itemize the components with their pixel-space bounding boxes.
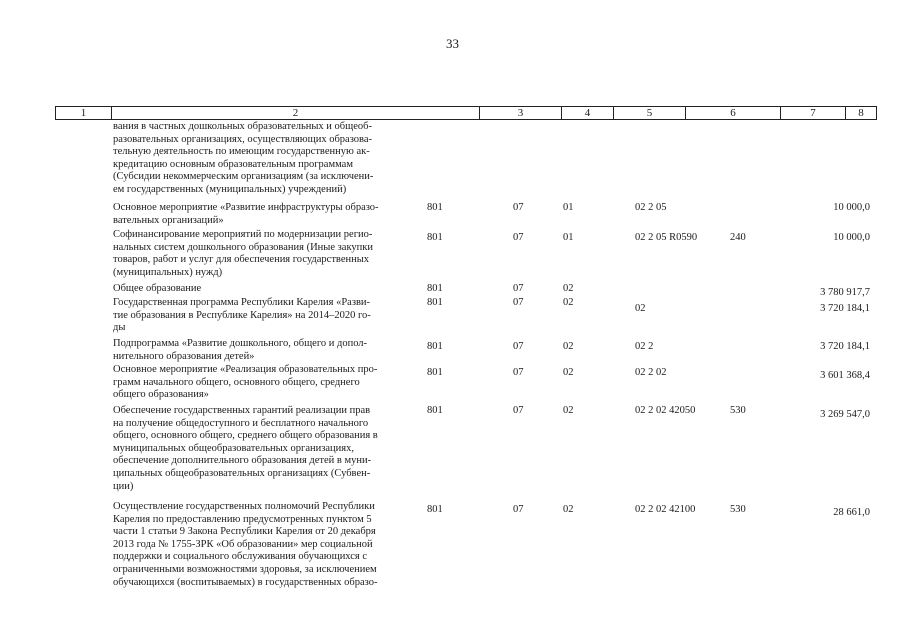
expense-type-code: 530	[730, 405, 746, 416]
subsection-code: 02	[563, 283, 574, 294]
ministry-code: 801	[427, 297, 443, 308]
amount-value: 10 000,0	[833, 202, 870, 213]
description-line: Основное мероприятие «Развитие инфраструктуры образо-	[113, 202, 379, 213]
section-code: 07	[513, 341, 524, 352]
expense-type-code: 530	[730, 504, 746, 515]
description-line: Подпрограмма «Развитие дошкольного, общего и допол-	[113, 338, 368, 349]
expense-type-code: 240	[730, 232, 746, 243]
description-line: нальных систем дошкольного образования (Иные закупки	[113, 241, 373, 253]
description-line: (муниципальных) нужд)	[113, 266, 223, 278]
subsection-code: 02	[563, 504, 574, 515]
description-line: общего образования»	[113, 389, 209, 401]
subsection-code: 01	[563, 232, 574, 243]
description-line: разовательных организациях, осуществляющих образова-	[113, 133, 373, 145]
target-item-code: 02 2 02	[635, 367, 667, 378]
amount-value: 3 720 184,1	[820, 341, 870, 352]
ministry-code: 801	[427, 367, 443, 378]
section-code: 07	[513, 202, 524, 213]
target-item-code: 02 2 02 42050	[635, 405, 696, 416]
subsection-code: 02	[563, 367, 574, 378]
section-code: 07	[513, 297, 524, 308]
description-line: общего, основного общего, среднего общего образования в	[113, 430, 378, 442]
table-header	[55, 106, 877, 120]
description-line: Софинансирование мероприятий по модернизации регио-	[113, 229, 373, 240]
section-code: 07	[513, 283, 524, 294]
description-line: Осуществление государственных полномочий Республики	[113, 501, 375, 512]
description-line: 2013 года № 1755-ЗРК «Об образовании» мер социальной	[113, 538, 373, 550]
row-description	[113, 501, 418, 589]
row-description	[113, 338, 418, 363]
column-header-3: 3	[480, 107, 562, 119]
section-code: 07	[513, 504, 524, 515]
amount-value: 28 661,0	[833, 507, 870, 518]
ministry-code: 801	[427, 405, 443, 416]
ministry-code: 801	[427, 341, 443, 352]
ministry-code: 801	[427, 283, 443, 294]
description-line: обучающихся (воспитываемых) в государственных образо-	[113, 576, 378, 588]
description-line: тие образования в Республике Карелия» на 2014–2020 го-	[113, 309, 371, 321]
page-number: 33	[446, 36, 459, 51]
description-line: нительного образования детей»	[113, 350, 255, 362]
amount-value: 3 780 917,7	[820, 287, 870, 298]
description-line: ограниченными возможностями здоровья, за исключением	[113, 563, 377, 575]
description-line: Карелия по предоставлению предусмотренных пунктом 5	[113, 513, 372, 525]
target-item-code: 02	[635, 303, 646, 314]
description-line: товаров, работ и услуг для обеспечения государственных	[113, 254, 370, 266]
description-line: кредитацию основным образовательным программам	[113, 158, 353, 170]
row-description	[113, 297, 418, 335]
row-description	[113, 202, 418, 227]
subsection-code: 02	[563, 297, 574, 308]
description-line: вания в частных дошкольных образовательных и общеоб-	[113, 121, 372, 132]
target-item-code: 02 2	[635, 341, 654, 352]
description-line: Обеспечение государственных гарантий реализации прав	[113, 405, 371, 416]
row-description	[113, 121, 418, 197]
description-line: ципальных общеобразовательных организациях (Субвен-	[113, 467, 371, 479]
ministry-code: 801	[427, 232, 443, 243]
column-header-2: 2	[112, 107, 480, 119]
amount-value: 3 601 368,4	[820, 370, 870, 381]
description-line: на получение общедоступного и бесплатного начального	[113, 417, 369, 429]
target-item-code: 02 2 02 42100	[635, 504, 696, 515]
description-line: обеспечение дополнительного образования детей в муни-	[113, 455, 372, 467]
subsection-code: 02	[563, 405, 574, 416]
description-line: муниципальных общеобразовательных организациях,	[113, 442, 354, 454]
section-code: 07	[513, 405, 524, 416]
column-header-7: 7	[781, 107, 846, 119]
section-code: 07	[513, 232, 524, 243]
amount-value: 10 000,0	[833, 232, 870, 243]
description-line: (Субсидии некоммерческим организациям (за исключени-	[113, 171, 374, 183]
subsection-code: 02	[563, 341, 574, 352]
description-line: ции)	[113, 480, 134, 492]
description-line: части 1 статьи 9 Закона Республики Карелия от 20 декабря	[113, 526, 376, 538]
description-line: Основное мероприятие «Реализация образовательных про-	[113, 364, 378, 375]
ministry-code: 801	[427, 202, 443, 213]
row-description	[113, 405, 418, 493]
column-header-1: 1	[56, 107, 112, 119]
amount-value: 3 269 547,0	[820, 409, 870, 420]
subsection-code: 01	[563, 202, 574, 213]
section-code: 07	[513, 367, 524, 378]
column-header-4: 4	[562, 107, 614, 119]
target-item-code: 02 2 05 R0590	[635, 232, 698, 243]
description-line: вательных организаций»	[113, 214, 224, 226]
description-line: Общее образование	[113, 283, 202, 294]
description-line: Государственная программа Республики Карелия «Разви-	[113, 297, 371, 308]
description-line: грамм начального общего, основного общего, среднего	[113, 376, 360, 388]
ministry-code: 801	[427, 504, 443, 515]
target-item-code: 02 2 05	[635, 202, 667, 213]
description-line: ды	[113, 322, 126, 334]
column-header-5: 5	[614, 107, 686, 119]
column-header-6: 6	[686, 107, 781, 119]
column-header-8: 8	[858, 107, 864, 119]
description-line: поддержки и социального обслуживания обучающихся с	[113, 551, 368, 563]
row-description	[113, 229, 418, 279]
amount-value: 3 720 184,1	[820, 303, 870, 314]
description-line: тельную деятельность по имеющим государственную ак-	[113, 146, 370, 158]
row-description	[113, 283, 418, 296]
description-line: ем государственных (муниципальных) учреждений)	[113, 183, 347, 195]
row-description	[113, 364, 418, 402]
